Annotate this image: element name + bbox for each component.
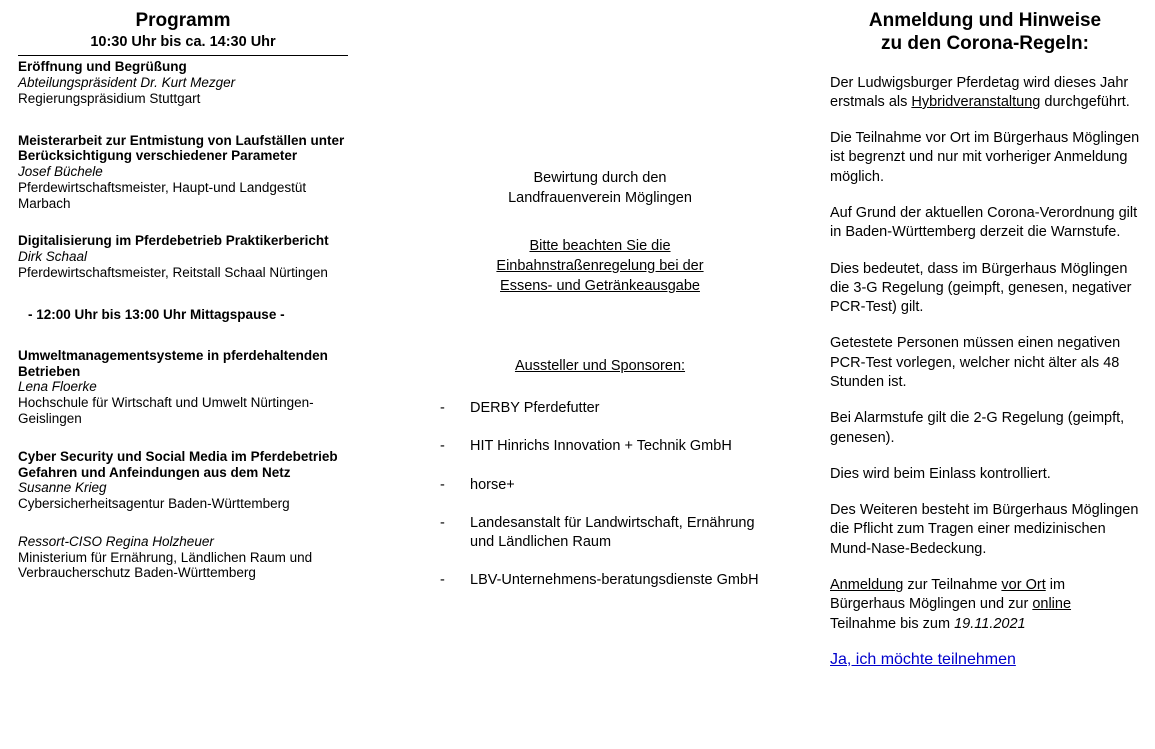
page-title: Programm xyxy=(135,10,231,31)
program-item-speaker: Susanne Krieg xyxy=(18,480,107,496)
program-item xyxy=(18,133,348,212)
sponsors-heading: Aussteller und Sponsoren: xyxy=(514,358,686,374)
spacer xyxy=(440,296,760,358)
program-item-heading: Meisterarbeit zur Entmistung von Laufställen unter Berücksichtigung verschiedener Parameter xyxy=(18,132,345,164)
one-way-line-1: Bitte beachten Sie die xyxy=(529,238,671,254)
paragraph-entry-check: Dies wird beim Einlass kontrolliert. xyxy=(830,465,1051,482)
program-item-speaker: Lena Floerke xyxy=(18,379,97,395)
hybrid-keyword: Hybridveranstaltung xyxy=(911,93,1041,110)
middle-column xyxy=(440,168,760,610)
program-item-speaker: Abteilungspräsident Dr. Kurt Mezger xyxy=(18,75,236,91)
program-item xyxy=(18,59,348,106)
program-item-speaker: Josef Büchele xyxy=(18,164,103,180)
program-item xyxy=(18,348,348,427)
deadline-part-a: zur Teilnahme xyxy=(903,576,1002,593)
one-way-line-3: Essens- und Getränkeausgabe xyxy=(500,278,700,294)
bullet-dash: - xyxy=(440,514,445,531)
deadline-date: 19.11.2021 xyxy=(954,615,1026,632)
program-item-affiliation: Ministerium für Ernährung, Ländlichen Raum und Verbraucherschutz Baden-Württemberg xyxy=(18,549,313,581)
list-item xyxy=(440,476,760,495)
paragraph-mask-duty: Des Weiteren besteht im Bürgerhaus Möglingen die Pflicht zum Tragen einer medizinischen Mund-Nase-Bedeckung. xyxy=(830,502,1139,557)
paragraph-onsite-limited: Die Teilnahme vor Ort im Bürgerhaus Möglingen ist begrenzt und nur mit vorheriger Anmeldung möglich. xyxy=(830,130,1140,185)
paragraph-pcr-test: Getestete Personen müssen einen negativen PCR-Test vorlegen, welcher nicht älter als 48 Stunden ist. xyxy=(830,335,1121,390)
program-item-heading: Eröffnung und Begrüßung xyxy=(18,59,187,75)
registration-title xyxy=(830,10,1140,56)
list-item xyxy=(440,437,760,456)
spacer xyxy=(18,427,348,449)
sponsor-name: Landesanstalt für Landwirtschaft, Ernährung und Ländlichen Raum xyxy=(470,514,755,551)
program-item-speaker: Ressort-CISO Regina Holzheuer xyxy=(18,533,214,549)
online-keyword: online xyxy=(1032,596,1072,613)
spacer xyxy=(18,322,348,348)
list-item xyxy=(440,571,760,590)
program-item-speaker: Dirk Schaal xyxy=(18,249,88,265)
sponsor-list xyxy=(440,399,760,591)
sponsor-name: HIT Hinrichs Innovation + Technik GmbH xyxy=(470,438,732,455)
registration-title-line-2: zu den Corona-Regeln: xyxy=(881,32,1089,54)
program-item xyxy=(18,233,348,280)
paragraph-hybrid xyxy=(830,74,1140,113)
spacer xyxy=(18,512,348,534)
program-item xyxy=(18,449,348,512)
program-item-heading: Umweltmanagementsysteme in pferdehaltenden Betrieben xyxy=(18,347,328,379)
spacer xyxy=(440,374,760,399)
sponsor-name: LBV-Unternehmens-beratungsdienste GmbH xyxy=(470,572,759,589)
paragraph-3g-rule: Dies bedeutet, dass im Bürgerhaus Möglingen die 3-G Regelung (geimpft, genesen, negativer PCR-Test) gilt. xyxy=(830,260,1132,316)
program-item-affiliation: Pferdewirtschaftsmeister, Reitstall Schaal Nürtingen xyxy=(18,265,328,281)
registration-keyword: Anmeldung xyxy=(830,576,904,593)
list-item xyxy=(440,514,760,553)
paragraph-warnstufe: Auf Grund der aktuellen Corona-Verordnung gilt in Baden-Württemberg derzeit die Warnstufe. xyxy=(830,205,1138,241)
spacer xyxy=(440,208,760,236)
lunch-break-note: - 12:00 Uhr bis 13:00 Uhr Mittagspause - xyxy=(28,306,285,322)
program-item-heading: Digitalisierung im Pferdebetrieb Praktikerbericht xyxy=(18,233,329,249)
paragraph-registration-deadline xyxy=(830,576,1140,634)
paragraph-2g-rule: Bei Alarmstufe gilt die 2-G Regelung (geimpft, genesen). xyxy=(830,410,1125,446)
program-time: 10:30 Uhr bis ca. 14:30 Uhr xyxy=(90,33,276,50)
registration-link[interactable]: Ja, ich möchte teilnehmen xyxy=(830,650,1016,668)
list-item xyxy=(440,399,760,418)
program-item-affiliation: Hochschule für Wirtschaft und Umwelt Nürtingen-Geislingen xyxy=(18,395,314,426)
spacer xyxy=(18,281,348,307)
sponsor-name: horse+ xyxy=(470,476,515,493)
sponsor-name: DERBY Pferdefutter xyxy=(470,400,600,416)
divider xyxy=(18,55,348,56)
deadline-part-c: Teilnahme bis zum xyxy=(830,615,955,632)
bullet-dash: - xyxy=(440,400,445,416)
spacer xyxy=(18,211,348,233)
program-column xyxy=(18,10,348,581)
registration-title-line-1: Anmeldung und Hinweise xyxy=(868,10,1102,31)
one-way-notice xyxy=(440,236,760,296)
onsite-keyword: vor Ort xyxy=(1001,576,1046,593)
catering-note xyxy=(440,168,760,208)
spacer xyxy=(18,107,348,133)
program-item-heading: Cyber Security und Social Media im Pferdebetrieb Gefahren und Anfeindungen aus dem Netz xyxy=(18,448,338,480)
bullet-dash: - xyxy=(440,476,445,493)
paragraph-hybrid-part-b: durchgeführt. xyxy=(1040,93,1130,110)
bullet-dash: - xyxy=(440,438,445,455)
program-item-affiliation: Pferdewirtschaftsmeister, Haupt-und Landgestüt Marbach xyxy=(18,179,307,211)
registration-column xyxy=(830,10,1140,669)
program-item-affiliation: Regierungspräsidium Stuttgart xyxy=(18,90,201,106)
catering-line-2: Landfrauenverein Möglingen xyxy=(508,190,692,206)
catering-line-1: Bewirtung durch den xyxy=(533,170,667,186)
one-way-line-2: Einbahnstraßenregelung bei der xyxy=(496,258,704,274)
program-item xyxy=(18,534,348,581)
deadline-part-b: im Bürgerhaus Möglingen und zur xyxy=(830,576,1066,613)
bullet-dash: - xyxy=(440,572,445,589)
paragraph-hybrid-part-a: Der Ludwigsburger Pferdetag wird dieses Jahr erstmals als xyxy=(830,74,1129,110)
program-item-affiliation: Cybersicherheitsagentur Baden-Württemberg xyxy=(18,496,290,512)
